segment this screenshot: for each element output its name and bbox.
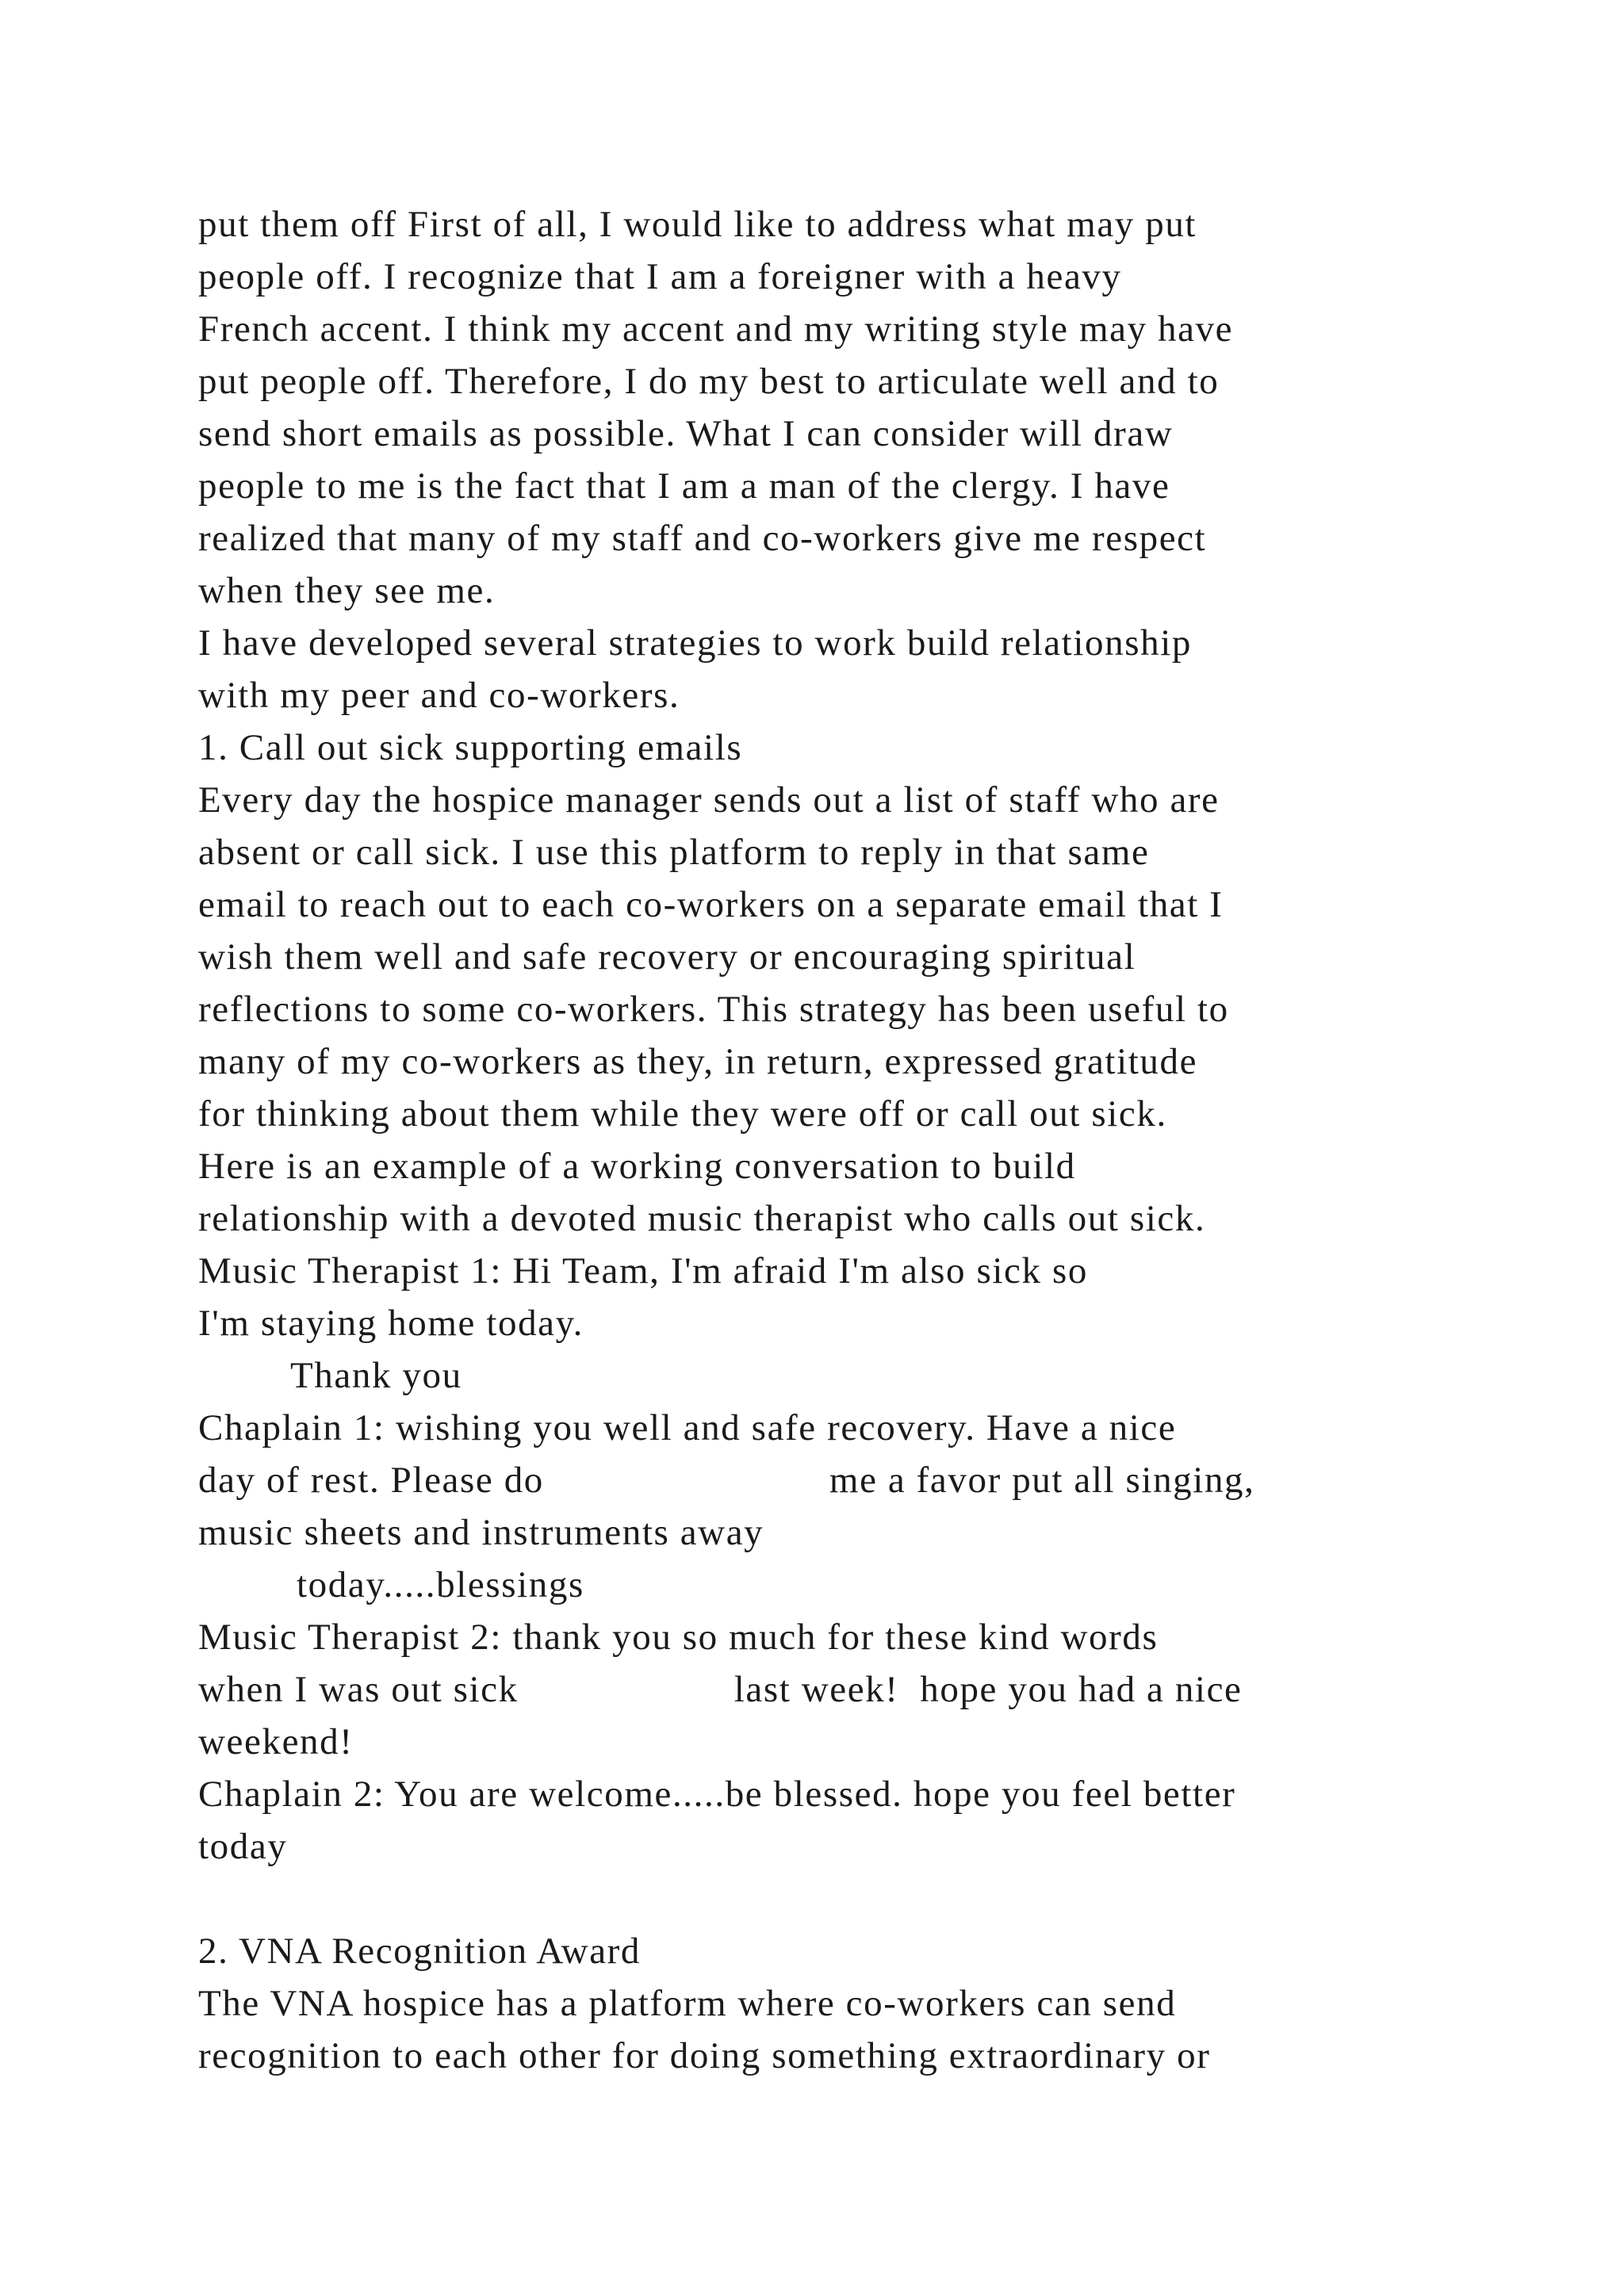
text-line: for thinking about them while they were off or call out sick. — [198, 1093, 1167, 1135]
text-line: The VNA hospice has a platform where co-workers can send — [198, 1983, 1177, 2024]
text-line: absent or call sick. I use this platform to reply in that same — [198, 832, 1150, 873]
dialogue-segment: when I was out sick — [198, 1669, 519, 1710]
text-line: with my peer and co-workers. — [198, 675, 680, 716]
text-line: relationship with a devoted music therapist who calls out sick. — [198, 1198, 1206, 1239]
dialogue-line: Music Therapist 2: thank you so much for these kind words — [198, 1617, 1159, 1658]
dialogue-line: weekend! — [198, 1721, 354, 1762]
text-line: wish them well and safe recovery or encouraging spiritual — [198, 936, 1136, 978]
section-heading-vna-award: 2. VNA Recognition Award — [198, 1931, 642, 1972]
text-line: send short emails as possible. What I can consider will draw — [198, 413, 1174, 454]
dialogue-line: today — [198, 1826, 288, 1867]
text-line: I have developed several strategies to work build relationship — [198, 622, 1192, 664]
text-line: people to me is the fact that I am a man of the clergy. I have — [198, 465, 1170, 507]
text-line: reflections to some co-workers. This strategy has been useful to — [198, 989, 1229, 1030]
text-line: many of my co-workers as they, in return, expressed gratitude — [198, 1041, 1198, 1082]
text-line: Every day the hospice manager sends out a list of staff who are — [198, 779, 1220, 821]
text-line: put people off. Therefore, I do my best to articulate well and to — [198, 361, 1220, 402]
text-line: email to reach out to each co-workers on a separate email that I — [198, 884, 1224, 925]
dialogue-line: Chaplain 2: You are welcome.....be blessed. hope you feel better — [198, 1774, 1236, 1815]
dialogue-line — [198, 1454, 1507, 1506]
text-line: realized that many of my staff and co-workers give me respect — [198, 518, 1207, 559]
blank-line — [198, 1873, 1507, 1925]
text-line: people off. I recognize that I am a foreigner with a heavy — [198, 256, 1122, 297]
dialogue-line: I'm staying home today. — [198, 1303, 584, 1344]
section-heading-call-out-sick: 1. Call out sick supporting emails — [198, 727, 743, 768]
dialogue-line: Music Therapist 1: Hi Team, I'm afraid I'm also sick so — [198, 1250, 1088, 1292]
text-line: French accent. I think my accent and my writing style may have — [198, 308, 1234, 350]
text-line: when they see me. — [198, 570, 496, 611]
dialogue-line: Chaplain 1: wishing you well and safe recovery. Have a nice — [198, 1407, 1177, 1448]
dialogue-line — [198, 1663, 1507, 1716]
document-body — [198, 198, 1507, 2082]
dialogue-line: Thank you — [290, 1355, 462, 1396]
dialogue-line: today.....blessings — [297, 1564, 584, 1605]
dialogue-segment: me a favor put all singing, — [829, 1460, 1255, 1501]
dialogue-line: music sheets and instruments away — [198, 1512, 764, 1553]
text-line: recognition to each other for doing something extraordinary or — [198, 2035, 1211, 2076]
dialogue-segment: last week! hope you had a nice — [733, 1669, 1243, 1710]
dialogue-segment: day of rest. Please do — [198, 1460, 544, 1501]
text-line: put them off First of all, I would like to address what may put — [198, 204, 1197, 245]
text-line: Here is an example of a working conversation to build — [198, 1146, 1076, 1187]
